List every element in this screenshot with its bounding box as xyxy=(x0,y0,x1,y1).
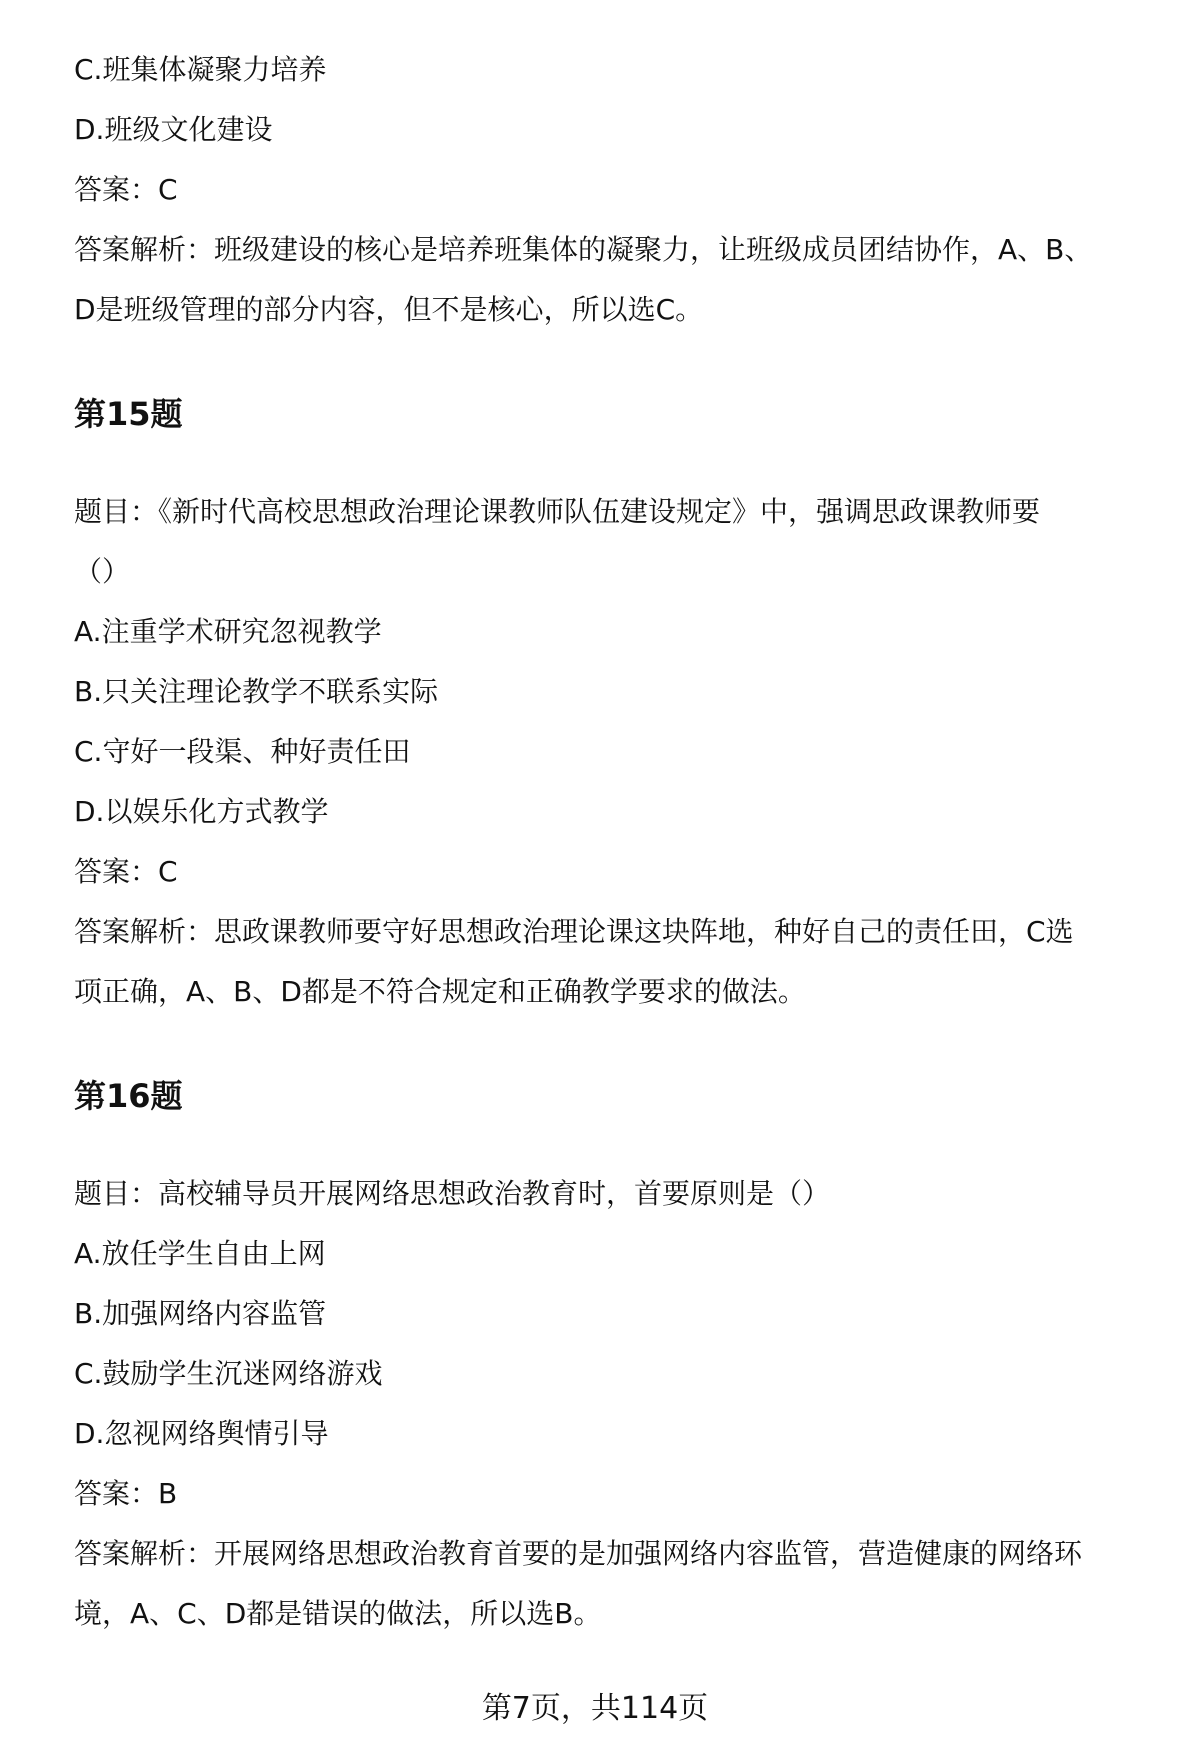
question-15-option-a: A.注重学术研究忽视教学 xyxy=(74,615,382,648)
prev-question-answer: 答案：C xyxy=(74,173,178,206)
prev-question-option-c: C.班集体凝聚力培养 xyxy=(74,53,327,86)
question-16-answer: 答案：B xyxy=(74,1477,178,1510)
question-16-explanation-line2: 境，A、C、D都是错误的做法，所以选B。 xyxy=(74,1597,602,1630)
question-15-explanation-line1: 答案解析：思政课教师要守好思想政治理论课这块阵地，种好自己的责任田，C选 xyxy=(74,915,1074,948)
question-16-option-a: A.放任学生自由上网 xyxy=(74,1237,326,1270)
page-number-footer: 第7页，共114页 xyxy=(481,1691,709,1726)
prev-question-option-d: D.班级文化建设 xyxy=(74,113,273,146)
question-16-heading: 第16题 xyxy=(74,1077,183,1115)
question-15-option-c: C.守好一段渠、种好责任田 xyxy=(74,735,411,768)
question-16-option-b: B.加强网络内容监管 xyxy=(74,1297,327,1330)
question-16-stem-line1: 题目：高校辅导员开展网络思想政治教育时，首要原则是（） xyxy=(74,1177,831,1210)
question-15-stem-line1: 题目：《新时代高校思想政治理论课教师队伍建设规定》中，强调思政课教师要 xyxy=(74,495,1041,528)
prev-question-explanation-line2: D是班级管理的部分内容，但不是核心，所以选C。 xyxy=(74,293,704,326)
question-15-option-b: B.只关注理论教学不联系实际 xyxy=(74,675,439,708)
prev-question-explanation-line1: 答案解析：班级建设的核心是培养班集体的凝聚力，让班级成员团结协作，A、B、 xyxy=(74,233,1093,266)
question-15-stem-line2: （） xyxy=(74,555,131,588)
question-15-heading: 第15题 xyxy=(74,395,183,433)
question-15-option-d: D.以娱乐化方式教学 xyxy=(74,795,329,828)
question-15-explanation-line2: 项正确，A、B、D都是不符合规定和正确教学要求的做法。 xyxy=(74,975,806,1008)
question-16-option-c: C.鼓励学生沉迷网络游戏 xyxy=(74,1357,383,1390)
question-16-explanation-line1: 答案解析：开展网络思想政治教育首要的是加强网络内容监管，营造健康的网络环 xyxy=(74,1537,1083,1570)
question-16-option-d: D.忽视网络舆情引导 xyxy=(74,1417,329,1450)
question-15-answer: 答案：C xyxy=(74,855,178,888)
